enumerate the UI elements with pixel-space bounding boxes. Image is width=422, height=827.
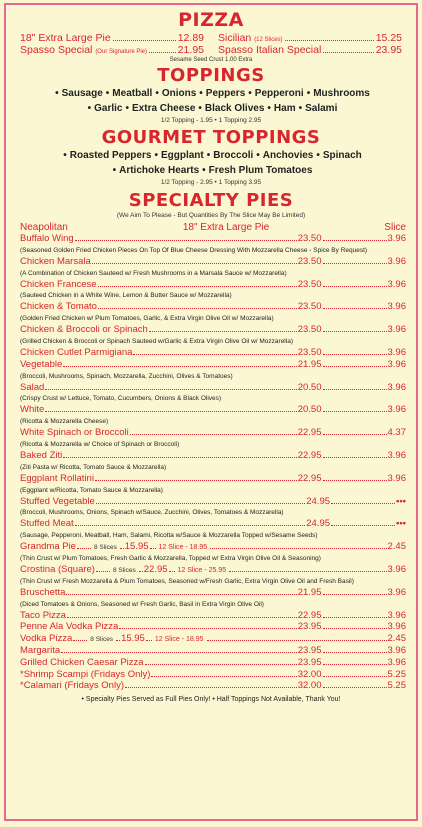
specialty-pie-row: [20, 450, 406, 462]
bullet-icon: •: [199, 88, 203, 99]
slice-price: •••: [396, 495, 406, 507]
pie-description: (Ricotta & Mozzarella Cheese): [20, 418, 109, 426]
pie-description: (Grilled Chicken & Broccoli or Spinach Sauteed w/Garlic & Extra Virgin Olive Oil w/ Mozzarella): [20, 337, 293, 345]
gourmet-topping-item: Spinach: [322, 150, 362, 161]
gourmet-topping-item: Roasted Peppers: [69, 150, 152, 161]
specialty-pie-row: [20, 404, 406, 416]
pie-slice-count: 8 Slices: [90, 636, 114, 644]
toppings-heading: TOPPINGS: [157, 65, 265, 86]
slice-price: 3.96: [387, 278, 406, 290]
specialty-pie-row: [20, 518, 406, 530]
pie-price: 22.95: [297, 609, 322, 621]
pizza-item-spasso-italian: Spasso Italian Special 23.95: [218, 44, 402, 56]
specialty-pie-row: [20, 645, 406, 657]
pie-price: 22.95: [297, 427, 322, 439]
bullet-icon: •: [202, 165, 206, 176]
pie-price: 23.95: [297, 621, 322, 633]
pie-description: (Golden Fried Chicken w/ Plum Tomatoes, Garlic, & Extra Virgin Olive Oil w/ Mozzarella): [20, 315, 274, 323]
slice-price: 3.96: [387, 609, 406, 621]
slice-price: 2.45: [387, 633, 406, 645]
bullet-icon: •: [267, 103, 271, 114]
slice-price: 3.96: [387, 324, 406, 336]
slice-price: 3.96: [387, 621, 406, 633]
pie-name: Bruschetta: [20, 586, 66, 598]
topping-item: Ham: [273, 103, 296, 114]
specialty-pie-row: [20, 633, 406, 645]
pizza-item-extra-large: 18" Extra Large Pie 12.89: [20, 32, 204, 44]
slice-price: 3.96: [387, 255, 406, 267]
pie-name: Chicken Marsala: [20, 255, 91, 267]
specialty-pie-row: [20, 669, 406, 681]
toppings-prices: 1/2 Topping - 1.95 • 1 Topping 2.95: [160, 117, 262, 124]
bullet-icon: •: [154, 150, 158, 161]
pie-price: 22.95: [143, 563, 168, 575]
pie-name: Vodka Pizza: [20, 633, 73, 645]
gourmet-topping-item: Broccoli: [213, 150, 254, 161]
topping-item: Onions: [161, 88, 197, 99]
pie-name: Eggplant Rollatini: [20, 472, 94, 484]
specialty-pie-row: [20, 324, 406, 336]
pie-price: 23.50: [297, 255, 322, 267]
pizza-heading: PIZZA: [178, 9, 244, 31]
slice-price: 3.96: [387, 563, 406, 575]
bullet-icon: •: [105, 88, 110, 99]
column-extra-large-pie: 18" Extra Large Pie: [182, 222, 270, 233]
pie-name: Margarita: [20, 644, 61, 656]
pie-price: 23.50: [297, 346, 322, 358]
specialty-subtitle: (We Aim To Please - But Quantities By The Slice May Be Limited): [116, 212, 306, 219]
slice-price: 3.96: [387, 346, 406, 358]
pie-description: (Broccoli, Mushrooms, Spinach, Mozzarella, Zucchini, Olives & Tomatoes): [20, 372, 233, 380]
pie-name: Crostina (Square): [20, 563, 95, 575]
slice-price: 3.96: [387, 381, 406, 393]
slice-price: 3.96: [387, 449, 406, 461]
pie-price: 20.50: [297, 404, 322, 416]
bullet-icon: •: [256, 150, 260, 161]
pie-description: (Broccoli, Mushrooms, Onions, Spinach w/Sauce, Zucchini, Olives, Tomatoes & Mozzarella): [20, 509, 284, 517]
specialty-pies-list: [6, 233, 416, 692]
pie-name: Stuffed Meat: [20, 518, 74, 530]
bullet-icon: •: [298, 103, 303, 114]
pie-description: (Ziti Pasta w/ Ricotta, Tomato Sauce & Mozzarella): [20, 463, 167, 471]
specialty-pie-row: [20, 496, 406, 508]
slice-price: 3.96: [387, 656, 406, 668]
slice-price: 3.96: [387, 644, 406, 656]
pie-price: 21.95: [297, 358, 322, 370]
menu-page: [4, 3, 418, 821]
pie-price: 32.00: [297, 668, 322, 680]
specialty-pie-row: [20, 279, 406, 291]
topping-item: Pepperoni: [254, 88, 304, 99]
specialty-pie-row: [20, 541, 406, 553]
pie-name: Grilled Chicken Caesar Pizza: [20, 656, 144, 668]
gourmet-toppings-list: [6, 148, 416, 178]
column-neapolitan: Neapolitan: [20, 222, 68, 233]
bullet-icon: •: [306, 88, 311, 99]
topping-item: Extra Cheese: [132, 103, 196, 114]
specialty-pie-row: [20, 382, 406, 394]
pie-slice-count: 8 Slices: [93, 544, 117, 552]
topping-item: Peppers: [205, 88, 246, 99]
pie-price: 23.50: [297, 233, 322, 244]
pie-description: (Eggplant w/Ricotta, Tomato Sauce & Mozzarella): [20, 486, 163, 494]
gourmet-topping-item: Anchovies: [262, 150, 314, 161]
specialty-pies-heading: SPECIALTY PIES: [128, 190, 294, 211]
column-slice: Slice: [384, 222, 406, 233]
pie-price: 23.95: [297, 644, 322, 656]
topping-item: Garlic: [94, 103, 123, 114]
topping-item: Black Olives: [204, 103, 265, 114]
pie-price: 23.50: [297, 278, 322, 290]
gourmet-topping-item: Eggplant: [160, 150, 204, 161]
specialty-pie-row: [20, 680, 406, 692]
slice-price: 5.25: [387, 680, 406, 692]
slice-price: 3.96: [387, 358, 406, 370]
pie-description: (Sausage, Pepperoni, Meatball, Ham, Salami, Ricotta w/Sauce & Mozzarella Topped w/Sesame Seeds): [20, 532, 318, 540]
pie-alt-price: 12 Slice - 18.95: [158, 544, 208, 552]
pie-price: 23.50: [297, 324, 322, 336]
pie-description: (Thin Crust w/ Fresh Mozzarella & Plum Tomatoes, Seasoned w/Fresh Garlic, Extra Virgin Olive Oil and Fresh Basil): [20, 577, 354, 585]
specialty-pie-row: [20, 621, 406, 633]
slice-price: 3.96: [387, 301, 406, 313]
pie-description: (Sauteed Chicken in a White Wine, Lemon & Butter Sauce w/ Mozzarella): [20, 292, 232, 300]
gourmet-topping-item: Artichoke Hearts: [119, 165, 200, 176]
specialty-pie-row: [20, 427, 406, 439]
pie-price: 15.95: [124, 541, 149, 553]
slice-price: 3.96: [387, 472, 406, 484]
pie-name: Chicken Cutlet Parmigiana: [20, 346, 133, 358]
pie-name: Taco Pizza: [20, 609, 66, 621]
pie-name: *Calamari (Fridays Only): [20, 680, 124, 692]
pie-price: 24.95: [306, 495, 331, 507]
pie-price: 15.95: [121, 633, 145, 645]
pie-description: (Ricotta & Mozzarella w/ Choice of Spinach or Broccoli): [20, 440, 180, 448]
bullet-icon: •: [206, 150, 211, 161]
pie-name: Stuffed Vegetable: [20, 495, 95, 507]
pie-name: Buffalo Wing: [20, 233, 74, 244]
bullet-icon: •: [55, 88, 59, 99]
specialty-pie-row: [20, 256, 406, 268]
pie-price: 20.50: [297, 381, 322, 393]
gourmet-topping-item: Fresh Plum Tomatoes: [208, 165, 313, 176]
bullet-icon: •: [87, 103, 92, 114]
pie-name: Penne Ala Vodka Pizza: [20, 621, 119, 633]
pie-name: Chicken & Tomato: [20, 301, 97, 313]
pie-name: Baked Ziti: [20, 449, 63, 461]
specialty-pie-row: [20, 564, 406, 576]
bullet-icon: •: [63, 150, 67, 161]
pie-name: Salad: [20, 381, 45, 393]
toppings-list: [6, 86, 416, 116]
bullet-icon: •: [316, 150, 320, 161]
pizza-price-grid: [6, 32, 416, 56]
specialty-column-headers: [6, 222, 416, 233]
pie-description: (Seasoned Golden Fried Chicken Pieces On Top Of Blue Cheese Dressing With Mozzarella Cheese - Spice By Request): [20, 246, 368, 254]
pie-slice-count: 8 Slices: [112, 566, 136, 574]
sesame-crust-note: Sesame Seed Crust 1.00 Extra: [169, 57, 253, 63]
pie-description: (A Combination of Chicken Sauteed w/ Fresh Mushrooms in a Marsala Sauce w/ Mozzarella): [20, 269, 287, 277]
gourmet-toppings-heading: GOURMET TOPPINGS: [101, 127, 321, 148]
pie-name: Vegetable: [20, 358, 63, 370]
specialty-pie-row: [20, 587, 406, 599]
pie-price: 24.95: [306, 518, 331, 530]
specialty-pie-row: [20, 301, 406, 313]
gourmet-toppings-prices: 1/2 Topping - 2.95 • 1 Topping 3.95: [160, 179, 262, 186]
specialty-pie-row: [20, 233, 406, 245]
topping-item: Salami: [305, 103, 338, 114]
slice-price: 4.37: [387, 427, 406, 439]
topping-item: Mushrooms: [313, 88, 370, 99]
pizza-item-spasso-special: Spasso Special (Our Signature Pie) 21.95: [20, 44, 204, 56]
pie-price: 22.95: [297, 472, 322, 484]
specialty-pie-row: [20, 473, 406, 485]
pie-name: White: [20, 404, 45, 416]
slice-price: 2.45: [387, 541, 406, 553]
pie-price: 21.95: [297, 586, 322, 598]
slice-price: 3.96: [387, 404, 406, 416]
pie-price: 22.95: [297, 449, 322, 461]
pie-price: 23.95: [297, 656, 322, 668]
topping-item: Sausage: [61, 88, 103, 99]
slice-price: 5.25: [387, 668, 406, 680]
specialty-pie-row: [20, 347, 406, 359]
pie-name: White Spinach or Broccoli: [20, 427, 129, 439]
pizza-item-sicilian: Sicilian (12 Slices) 15.25: [218, 32, 402, 44]
specialty-pie-row: [20, 657, 406, 669]
slice-price: •••: [396, 518, 406, 530]
pie-price: 23.50: [297, 301, 322, 313]
pie-description: (Crispy Crust w/ Lettuce, Tomato, Cucumbers, Onions & Black Olives): [20, 395, 222, 403]
bullet-icon: •: [112, 165, 117, 176]
pie-name: *Shrimp Scampi (Fridays Only): [20, 668, 151, 680]
pie-name: Grandma Pie: [20, 541, 76, 553]
bullet-icon: •: [125, 103, 130, 114]
topping-item: Meatball: [112, 88, 153, 99]
pie-name: Chicken & Broccoli or Spinach: [20, 324, 148, 336]
bullet-icon: •: [155, 88, 159, 99]
specialty-footer-note: • Specialty Pies Served as Full Pies Only! • Half Toppings Not Available, Thank You!: [81, 696, 341, 704]
bullet-icon: •: [198, 103, 202, 114]
pie-alt-price: 12 Slice - 18.95: [154, 636, 204, 644]
pie-name: Chicken Francese: [20, 278, 97, 290]
pie-description: (Thin Crust w/ Plum Tomatoes, Fresh Garlic & Mozzarella, Topped w/ Extra Virgin Olive Oil & Seasoning): [20, 554, 321, 562]
bullet-icon: •: [248, 88, 252, 99]
specialty-pie-row: [20, 610, 406, 622]
pie-alt-price: 12 Slice - 25.95: [177, 566, 227, 574]
slice-price: 3.96: [387, 586, 406, 598]
slice-price: 3.96: [387, 233, 406, 244]
pie-description: (Diced Tomatoes & Onions, Seasoned w/ Fresh Garlic, Basil in Extra Virgin Olive Oil): [20, 600, 264, 608]
pie-price: 32.00: [297, 680, 322, 692]
specialty-pie-row: [20, 359, 406, 371]
